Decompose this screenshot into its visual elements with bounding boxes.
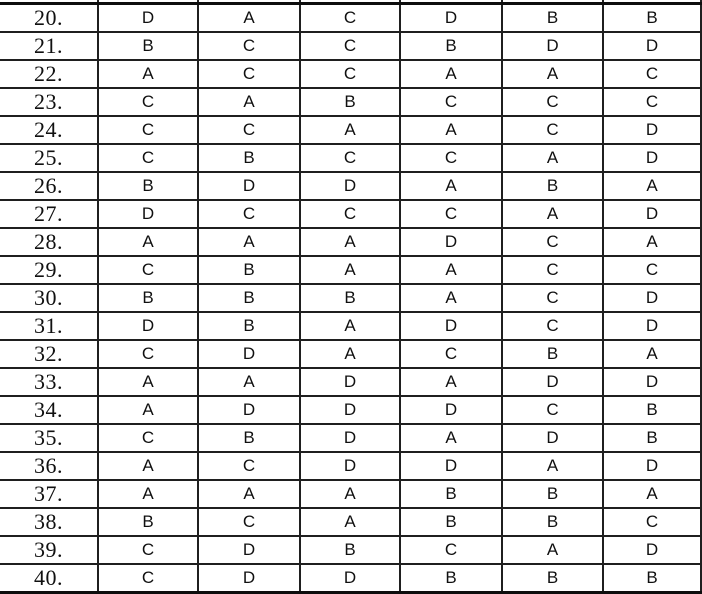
answer-cell: D [400, 4, 502, 33]
answer-cell: A [400, 172, 502, 200]
answer-cell: D [603, 536, 701, 564]
answer-cell: C [198, 200, 300, 228]
answer-cell: A [400, 60, 502, 88]
answer-cell: B [300, 88, 400, 116]
answer-cell: A [502, 60, 603, 88]
answer-cell: C [198, 452, 300, 480]
table-row [0, 452, 701, 480]
answer-cell: D [502, 368, 603, 396]
table-row [0, 60, 701, 88]
answer-cell: B [603, 396, 701, 424]
answer-cell: A [603, 172, 701, 200]
question-number: 22. [0, 60, 98, 88]
answer-cell: C [300, 60, 400, 88]
table-row [0, 536, 701, 564]
table-row [0, 340, 701, 368]
answer-cell: D [603, 144, 701, 172]
answer-cell: B [400, 564, 502, 593]
answer-cell: C [400, 536, 502, 564]
answer-cell: A [198, 368, 300, 396]
answer-cell: B [98, 172, 198, 200]
answer-cell: C [400, 88, 502, 116]
answer-cell: A [300, 340, 400, 368]
answer-cell: D [300, 424, 400, 452]
answer-cell: C [98, 340, 198, 368]
answer-cell: D [300, 172, 400, 200]
answer-cell: A [300, 256, 400, 284]
answer-cell: D [98, 4, 198, 33]
answer-cell: A [502, 144, 603, 172]
answer-cell: A [603, 228, 701, 256]
answer-cell: C [502, 116, 603, 144]
answer-cell: D [98, 312, 198, 340]
answer-cell: C [98, 424, 198, 452]
answer-cell: A [198, 480, 300, 508]
answer-cell: B [198, 312, 300, 340]
answer-cell: A [98, 228, 198, 256]
answer-cell: B [400, 480, 502, 508]
answer-cell: C [198, 60, 300, 88]
answer-cell: A [502, 536, 603, 564]
table-row [0, 88, 701, 116]
answer-cell: B [98, 508, 198, 536]
answer-cell: B [502, 508, 603, 536]
answer-cell: C [400, 144, 502, 172]
answer-cell: D [300, 368, 400, 396]
answer-cell: C [198, 32, 300, 60]
question-number: 38. [0, 508, 98, 536]
answer-cell: B [300, 284, 400, 312]
answer-cell: C [98, 88, 198, 116]
table-row [0, 424, 701, 452]
question-number: 28. [0, 228, 98, 256]
question-number: 24. [0, 116, 98, 144]
answer-cell: B [502, 340, 603, 368]
answer-cell: C [400, 340, 502, 368]
answer-cell: D [400, 396, 502, 424]
answer-cell: B [400, 508, 502, 536]
answer-cell: B [198, 284, 300, 312]
answer-cell: A [198, 88, 300, 116]
answer-cell: C [300, 200, 400, 228]
answer-cell: C [502, 396, 603, 424]
answer-cell: A [98, 60, 198, 88]
table-row [0, 508, 701, 536]
question-number: 20. [0, 4, 98, 33]
answer-cell: B [98, 32, 198, 60]
answer-cell: A [98, 396, 198, 424]
answer-cell: A [603, 480, 701, 508]
answer-cell: C [502, 88, 603, 116]
answer-cell: C [98, 256, 198, 284]
answer-cell: D [603, 32, 701, 60]
answer-cell: D [400, 228, 502, 256]
answer-cell: D [603, 284, 701, 312]
answer-cell: C [502, 228, 603, 256]
answer-cell: C [98, 564, 198, 593]
answer-cell: D [198, 172, 300, 200]
answer-cell: A [300, 312, 400, 340]
answer-cell: B [502, 564, 603, 593]
question-number: 30. [0, 284, 98, 312]
table-row [0, 284, 701, 312]
question-number: 32. [0, 340, 98, 368]
question-number: 21. [0, 32, 98, 60]
answer-cell: D [603, 452, 701, 480]
answer-cell: C [603, 256, 701, 284]
answer-cell: D [400, 312, 502, 340]
answer-cell: D [300, 564, 400, 593]
answer-cell: B [502, 4, 603, 33]
answer-cell: B [198, 144, 300, 172]
answer-cell: C [502, 312, 603, 340]
answer-cell: C [502, 284, 603, 312]
table-row [0, 172, 701, 200]
answer-cell: A [502, 452, 603, 480]
answer-cell: D [198, 564, 300, 593]
answer-cell: A [400, 424, 502, 452]
answer-cell: B [98, 284, 198, 312]
answer-cell: A [400, 284, 502, 312]
answer-cell: A [198, 228, 300, 256]
question-number: 34. [0, 396, 98, 424]
answer-cell: D [198, 340, 300, 368]
answer-cell: C [300, 4, 400, 33]
question-number: 25. [0, 144, 98, 172]
answer-cell: A [198, 4, 300, 33]
answer-cell: C [98, 144, 198, 172]
answer-cell: D [300, 452, 400, 480]
answer-cell: C [198, 116, 300, 144]
answer-cell: D [300, 396, 400, 424]
table-row [0, 228, 701, 256]
answer-cell: A [300, 480, 400, 508]
answer-cell: C [300, 32, 400, 60]
table-row [0, 564, 701, 593]
question-number: 40. [0, 564, 98, 593]
table-row [0, 312, 701, 340]
question-number: 26. [0, 172, 98, 200]
answer-cell: B [198, 424, 300, 452]
answer-cell: C [300, 144, 400, 172]
answer-cell: B [400, 32, 502, 60]
question-number: 23. [0, 88, 98, 116]
answer-cell: D [98, 200, 198, 228]
answer-cell: A [400, 368, 502, 396]
answer-cell: C [198, 508, 300, 536]
table-row [0, 200, 701, 228]
question-number: 33. [0, 368, 98, 396]
table-row [0, 144, 701, 172]
table-row [0, 116, 701, 144]
answer-cell: A [98, 480, 198, 508]
question-number: 36. [0, 452, 98, 480]
answer-cell: B [502, 480, 603, 508]
answer-cell: A [98, 368, 198, 396]
answer-cell: C [98, 116, 198, 144]
answer-cell: D [603, 312, 701, 340]
answer-cell: D [198, 396, 300, 424]
answer-cell: D [502, 32, 603, 60]
answer-cell: B [603, 4, 701, 33]
question-number: 27. [0, 200, 98, 228]
question-number: 31. [0, 312, 98, 340]
question-number: 39. [0, 536, 98, 564]
table-row [0, 32, 701, 60]
answer-cell: B [300, 536, 400, 564]
answer-cell: D [502, 424, 603, 452]
answer-cell: A [300, 228, 400, 256]
answer-cell: A [300, 508, 400, 536]
answer-cell: B [603, 424, 701, 452]
table-row [0, 368, 701, 396]
answer-cell: A [603, 340, 701, 368]
answer-cell: C [603, 88, 701, 116]
question-number: 29. [0, 256, 98, 284]
answer-cell: C [603, 60, 701, 88]
answer-cell: B [198, 256, 300, 284]
answer-cell: A [98, 452, 198, 480]
answer-cell: D [603, 368, 701, 396]
question-number: 35. [0, 424, 98, 452]
table-row [0, 480, 701, 508]
answer-cell: A [300, 116, 400, 144]
table-row [0, 256, 701, 284]
table-row [0, 4, 701, 33]
table-row [0, 396, 701, 424]
answer-cell: A [400, 116, 502, 144]
answer-cell: D [198, 536, 300, 564]
answer-cell: C [603, 508, 701, 536]
answer-cell: A [502, 200, 603, 228]
answer-cell: C [502, 256, 603, 284]
answer-cell: A [400, 256, 502, 284]
answer-cell: D [603, 116, 701, 144]
answer-cell: D [603, 200, 701, 228]
answer-cell: C [98, 536, 198, 564]
answer-cell: B [603, 564, 701, 593]
answer-cell: B [502, 172, 603, 200]
question-number: 37. [0, 480, 98, 508]
answer-cell: C [400, 200, 502, 228]
answer-cell: D [400, 452, 502, 480]
